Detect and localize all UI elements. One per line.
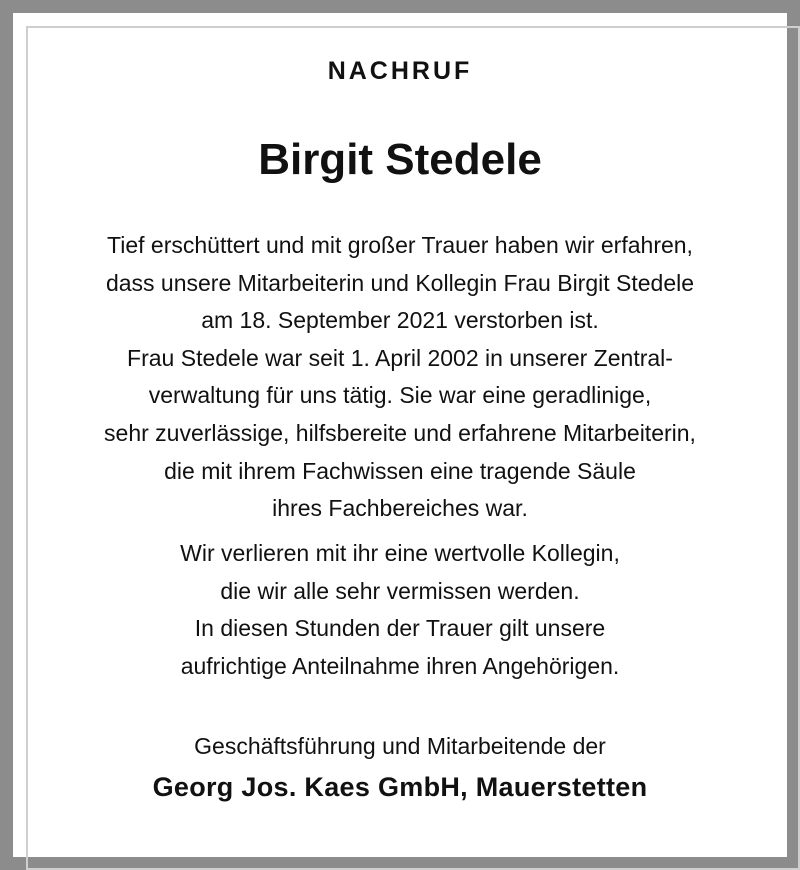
deceased-name: Birgit Stedele (258, 135, 542, 184)
paragraph-line: Frau Stedele war seit 1. April 2002 in unserer Zentral- (127, 344, 673, 371)
paragraph-line: verwaltung für uns tätig. Sie war eine geradlinige, (148, 382, 652, 409)
paragraph-line: ihres Fachbereiches war. (272, 495, 528, 522)
paragraph-line: Tief erschüttert und mit großer Trauer haben wir erfahren, (107, 232, 693, 258)
paragraph-line: Wir verlieren mit ihr eine wertvolle Kollegin, (180, 540, 620, 566)
paragraph-line: aufrichtige Anteilnahme ihren Angehörigen. (180, 652, 620, 679)
paragraph-line: die wir alle sehr vermissen werden. (220, 577, 580, 604)
paragraph-line: am 18. September 2021 verstorben ist. (201, 307, 599, 334)
company-name: Georg Jos. Kaes GmbH, Mauerstetten (152, 772, 648, 802)
notice-heading: NACHRUF (327, 57, 473, 85)
paragraph-line: die mit ihrem Fachwissen eine tragende Säule (164, 457, 636, 484)
signature-line: Geschäftsführung und Mitarbeitende der (194, 733, 606, 759)
paragraph-line: sehr zuverlässige, hilfsbereite und erfahrene Mitarbeiterin, (104, 419, 696, 446)
tribute-paragraph (0, 227, 800, 528)
paragraph-line: In diesen Stunden der Trauer gilt unsere (194, 615, 606, 642)
paragraph-line: dass unsere Mitarbeiterin und Kollegin Frau Birgit Stedele (105, 269, 695, 296)
condolence-paragraph (0, 535, 800, 685)
